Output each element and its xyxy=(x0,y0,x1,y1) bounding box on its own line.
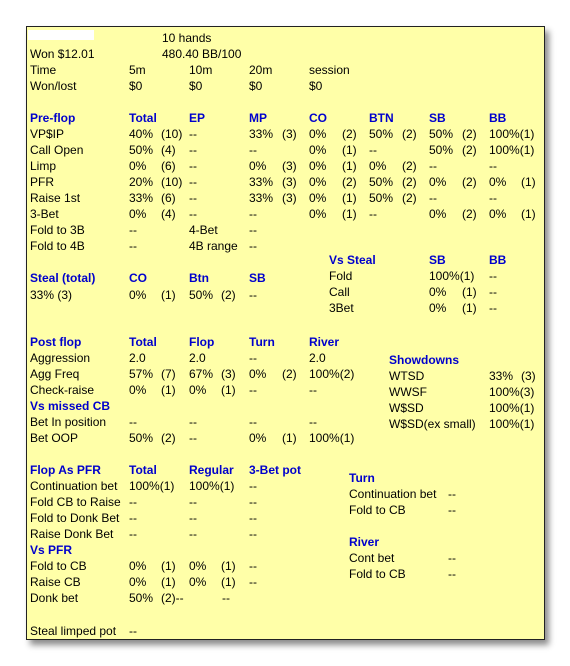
wonlost-value-2: $0 xyxy=(249,79,263,93)
vs-steal-sb-count: (1) xyxy=(462,285,477,299)
preflop-cell: (10) xyxy=(161,175,183,189)
preflop-cell: -- xyxy=(129,239,137,253)
postflop-header-4: River xyxy=(309,335,340,349)
vs-pfr-title: Vs PFR xyxy=(30,543,73,557)
vs-pfr-cell: 0% xyxy=(129,575,147,589)
missed-cb-cell: -- xyxy=(249,415,257,429)
preflop-cell: -- xyxy=(189,159,197,173)
postflop-cell: 2.0 xyxy=(129,351,146,365)
flop-pfr-row-label: Continuation bet xyxy=(30,479,118,493)
turn-row-value: -- xyxy=(448,487,456,501)
preflop-cell: (1) xyxy=(521,175,536,189)
steal-value: (1) xyxy=(161,288,176,302)
preflop-row-label: Fold to 3B xyxy=(30,223,85,237)
preflop-cell: 33% xyxy=(249,175,274,189)
postflop-row-label: Aggression xyxy=(30,351,91,365)
vs-pfr-cell: (1) xyxy=(161,559,176,573)
flop-pfr-cell: -- xyxy=(249,495,257,509)
vs-steal-bb-value: -- xyxy=(489,269,497,283)
preflop-row-label: Call Open xyxy=(30,143,84,157)
vs-steal-row-label: Call xyxy=(329,285,350,299)
preflop-cell: (2) xyxy=(342,127,357,141)
preflop-cell: -- xyxy=(129,223,137,237)
postflop-cell: 100%(2) xyxy=(309,367,355,381)
vs-steal-bb-value: -- xyxy=(489,301,497,315)
flop-pfr-cell: 100%(1) xyxy=(129,479,175,493)
preflop-cell: 100%(1) xyxy=(489,143,535,157)
missed-cb-cell: (2) xyxy=(161,431,176,445)
showdown-row-label: WTSD xyxy=(389,369,425,383)
preflop-cell: 50% xyxy=(129,143,154,157)
player-name-box xyxy=(28,30,94,40)
vs-pfr-row-label: Raise CB xyxy=(30,575,81,589)
showdown-value: 100%(1) xyxy=(489,401,535,415)
preflop-cell: -- xyxy=(489,191,497,205)
preflop-cell: 50% xyxy=(369,175,394,189)
missed-cb-cell: -- xyxy=(129,415,137,429)
steal-value: -- xyxy=(249,288,257,302)
stats-popup-panel xyxy=(26,26,545,640)
vs-pfr-cell: 50% xyxy=(129,591,154,605)
preflop-cell: -- xyxy=(369,143,377,157)
vs-steal-sb-value: 100%(1) xyxy=(429,269,475,283)
preflop-cell: 0% xyxy=(489,207,507,221)
preflop-cell: (6) xyxy=(161,159,176,173)
preflop-header-2: EP xyxy=(189,111,206,125)
preflop-cell: 0% xyxy=(309,159,327,173)
preflop-cell: (1) xyxy=(342,143,357,157)
river-row-value: -- xyxy=(448,567,456,581)
preflop-cell: 0% xyxy=(249,159,267,173)
postflop-cell: 0% xyxy=(129,383,147,397)
preflop-cell: 0% xyxy=(429,175,447,189)
postflop-row-label: Agg Freq xyxy=(30,367,80,381)
preflop-cell: -- xyxy=(249,143,257,157)
preflop-cell: 33% xyxy=(249,191,274,205)
showdown-value: 100%(3) xyxy=(489,385,535,399)
steal-header-2: Btn xyxy=(189,271,209,285)
preflop-cell: 50% xyxy=(369,191,394,205)
hands-count: 10 hands xyxy=(162,31,212,45)
postflop-cell: 0% xyxy=(249,367,267,381)
flop-pfr-row-label: Fold CB to Raise xyxy=(30,495,121,509)
preflop-cell: 0% xyxy=(309,143,327,157)
postflop-header-2: Flop xyxy=(189,335,215,349)
preflop-cell: 100%(1) xyxy=(489,127,535,141)
postflop-cell: (1) xyxy=(161,383,176,397)
preflop-cell: 4-Bet xyxy=(189,223,218,237)
preflop-cell: (1) xyxy=(342,191,357,205)
river-title: River xyxy=(349,535,380,549)
bb-per-100: 480.40 BB/100 xyxy=(162,47,242,61)
vs-steal-row-label: Fold xyxy=(329,269,353,283)
preflop-row-label: 3-Bet xyxy=(30,207,59,221)
wonlost-value-0: $0 xyxy=(129,79,143,93)
postflop-cell: (2) xyxy=(282,367,297,381)
vs-pfr-cell: (1) xyxy=(221,559,236,573)
wonlost-value-1: $0 xyxy=(189,79,203,93)
steal-value: 50% xyxy=(189,288,214,302)
vs-steal-sb-header: SB xyxy=(429,253,446,267)
postflop-header-0: Post flop xyxy=(30,335,82,349)
flop-pfr-cell: -- xyxy=(129,511,137,525)
postflop-cell: -- xyxy=(309,383,317,397)
vs-steal-sb-value: 0% xyxy=(429,285,447,299)
missed-cb-cell: 50% xyxy=(129,431,154,445)
preflop-cell: -- xyxy=(249,239,257,253)
missed-cb-cell: 0% xyxy=(249,431,267,445)
flop-pfr-cell: -- xyxy=(129,495,137,509)
vs-pfr-cell: (2)-- xyxy=(161,591,184,605)
postflop-cell: -- xyxy=(249,383,257,397)
postflop-cell: -- xyxy=(249,351,257,365)
preflop-header-1: Total xyxy=(129,111,157,125)
postflop-cell: (1) xyxy=(221,383,236,397)
preflop-cell: (2) xyxy=(402,191,417,205)
vs-missed-cb-title: Vs missed CB xyxy=(30,399,111,413)
preflop-cell: 4B range xyxy=(189,239,238,253)
preflop-cell: -- xyxy=(429,191,437,205)
flop-pfr-cell: -- xyxy=(249,479,257,493)
preflop-row-label: Raise 1st xyxy=(30,191,81,205)
river-row-label: Cont bet xyxy=(349,551,395,565)
preflop-cell: (4) xyxy=(161,207,176,221)
preflop-header-7: BB xyxy=(489,111,507,125)
preflop-cell: (10) xyxy=(161,127,183,141)
vs-steal-sb-value: 0% xyxy=(429,301,447,315)
steal-header-3: SB xyxy=(249,271,266,285)
preflop-cell: 50% xyxy=(429,143,454,157)
preflop-cell: 0% xyxy=(429,207,447,221)
vs-pfr-cell: -- xyxy=(222,591,230,605)
preflop-cell: (2) xyxy=(462,207,477,221)
steal-limped-pot-value: -- xyxy=(129,624,137,638)
preflop-row-label: PFR xyxy=(30,175,54,189)
vs-pfr-cell: -- xyxy=(249,575,257,589)
preflop-cell: 0% xyxy=(309,175,327,189)
wonlost-value-3: $0 xyxy=(309,79,323,93)
postflop-cell: 2.0 xyxy=(309,351,326,365)
preflop-cell: 0% xyxy=(309,127,327,141)
steal-value: 33% (3) xyxy=(30,288,73,302)
turn-row-label: Continuation bet xyxy=(349,487,437,501)
preflop-cell: -- xyxy=(189,127,197,141)
preflop-cell: -- xyxy=(489,159,497,173)
postflop-header-3: Turn xyxy=(249,335,275,349)
turn-row-value: -- xyxy=(448,503,456,517)
steal-header-0: Steal (total) xyxy=(30,271,96,285)
flop-pfr-cell: -- xyxy=(129,527,137,541)
preflop-cell: 33% xyxy=(249,127,274,141)
preflop-cell: -- xyxy=(189,191,197,205)
preflop-cell: (2) xyxy=(402,159,417,173)
preflop-row-label: Fold to 4B xyxy=(30,239,85,253)
vs-pfr-cell: (1) xyxy=(221,575,236,589)
vs-pfr-cell: 0% xyxy=(129,559,147,573)
preflop-cell: 0% xyxy=(309,191,327,205)
flop-pfr-row-label: Raise Donk Bet xyxy=(30,527,114,541)
preflop-cell: (1) xyxy=(342,159,357,173)
postflop-cell: 2.0 xyxy=(189,351,206,365)
postflop-row-label: Check-raise xyxy=(30,383,95,397)
flop-pfr-header-1: Total xyxy=(129,463,157,477)
turn-title: Turn xyxy=(349,471,375,485)
time-header-4: session xyxy=(309,63,350,77)
postflop-cell: 57% xyxy=(129,367,154,381)
flop-pfr-header-3: 3-Bet pot xyxy=(249,463,301,477)
vs-pfr-cell: 0% xyxy=(189,575,207,589)
flop-pfr-cell: -- xyxy=(189,511,197,525)
preflop-cell: 0% xyxy=(129,207,147,221)
preflop-cell: 40% xyxy=(129,127,154,141)
showdown-value: 100%(1) xyxy=(489,417,535,431)
missed-cb-cell: 100%(1) xyxy=(309,431,355,445)
flop-pfr-cell: -- xyxy=(189,495,197,509)
postflop-cell: 0% xyxy=(189,383,207,397)
preflop-cell: -- xyxy=(249,207,257,221)
flop-pfr-cell: -- xyxy=(249,527,257,541)
flop-pfr-header-0: Flop As PFR xyxy=(30,463,101,477)
river-row-label: Fold to CB xyxy=(349,567,406,581)
showdown-row-label: W$SD xyxy=(389,401,424,415)
flop-pfr-header-2: Regular xyxy=(189,463,234,477)
flop-pfr-cell: 100%(1) xyxy=(189,479,235,493)
preflop-cell: (2) xyxy=(342,175,357,189)
preflop-cell: 20% xyxy=(129,175,154,189)
showdown-row-label: WWSF xyxy=(389,385,427,399)
preflop-cell: 0% xyxy=(309,207,327,221)
preflop-header-6: SB xyxy=(429,111,446,125)
vs-steal-row-label: 3Bet xyxy=(329,301,354,315)
preflop-cell: (1) xyxy=(521,207,536,221)
vs-steal-title: Vs Steal xyxy=(329,253,376,267)
preflop-header-3: MP xyxy=(249,111,267,125)
preflop-cell: 0% xyxy=(489,175,507,189)
preflop-cell: (2) xyxy=(462,127,477,141)
missed-cb-row-label: Bet In position xyxy=(30,415,107,429)
preflop-cell: (3) xyxy=(282,127,297,141)
time-header-3: 20m xyxy=(249,63,273,77)
vs-pfr-cell: (1) xyxy=(161,575,176,589)
wonlost-label: Won/lost xyxy=(30,79,77,93)
preflop-row-label: VP$IP xyxy=(30,127,65,141)
showdown-row-label: W$SD(ex small) xyxy=(389,417,476,431)
vs-pfr-cell: 0% xyxy=(189,559,207,573)
steal-header-1: CO xyxy=(129,271,147,285)
preflop-cell: (2) xyxy=(462,143,477,157)
preflop-cell: (2) xyxy=(402,175,417,189)
time-header-0: Time xyxy=(30,63,57,77)
preflop-cell: 50% xyxy=(369,127,394,141)
preflop-cell: (3) xyxy=(282,175,297,189)
won-amount: Won $12.01 xyxy=(30,47,95,61)
vs-steal-bb-header: BB xyxy=(489,253,507,267)
preflop-cell: (2) xyxy=(402,127,417,141)
postflop-header-1: Total xyxy=(129,335,157,349)
missed-cb-cell: -- xyxy=(309,415,317,429)
vs-pfr-cell: -- xyxy=(249,559,257,573)
steal-limped-pot-label: Steal limped pot xyxy=(30,624,117,638)
preflop-cell: (3) xyxy=(282,159,297,173)
preflop-cell: 0% xyxy=(129,159,147,173)
postflop-cell: (3) xyxy=(221,367,236,381)
vs-pfr-row-label: Fold to CB xyxy=(30,559,87,573)
flop-pfr-cell: -- xyxy=(189,527,197,541)
missed-cb-cell: (1) xyxy=(282,431,297,445)
postflop-cell: (7) xyxy=(161,367,176,381)
preflop-cell: -- xyxy=(429,159,437,173)
missed-cb-cell: -- xyxy=(189,415,197,429)
preflop-cell: -- xyxy=(369,207,377,221)
showdown-value: 33% xyxy=(489,369,514,383)
preflop-cell: -- xyxy=(189,175,197,189)
preflop-cell: (1) xyxy=(342,207,357,221)
time-header-1: 5m xyxy=(129,63,146,77)
preflop-cell: (2) xyxy=(462,175,477,189)
missed-cb-row-label: Bet OOP xyxy=(30,431,79,445)
preflop-cell: -- xyxy=(189,143,197,157)
vs-pfr-row-label: Donk bet xyxy=(30,591,79,605)
preflop-cell: -- xyxy=(249,223,257,237)
river-row-value: -- xyxy=(448,551,456,565)
preflop-cell: -- xyxy=(189,207,197,221)
vs-steal-bb-value: -- xyxy=(489,285,497,299)
preflop-cell: (3) xyxy=(282,191,297,205)
vs-steal-sb-count: (1) xyxy=(462,301,477,315)
preflop-header-5: BTN xyxy=(369,111,394,125)
preflop-cell: 50% xyxy=(429,127,454,141)
steal-value: 0% xyxy=(129,288,147,302)
preflop-header-0: Pre-flop xyxy=(30,111,76,125)
preflop-header-4: CO xyxy=(309,111,327,125)
showdown-count: (3) xyxy=(521,369,536,383)
preflop-row-label: Limp xyxy=(30,159,57,173)
preflop-cell: 33% xyxy=(129,191,154,205)
showdowns-title: Showdowns xyxy=(389,353,459,367)
flop-pfr-row-label: Fold to Donk Bet xyxy=(30,511,120,525)
flop-pfr-cell: -- xyxy=(249,511,257,525)
steal-value: (2) xyxy=(221,288,236,302)
time-header-2: 10m xyxy=(189,63,213,77)
postflop-cell: 67% xyxy=(189,367,214,381)
missed-cb-cell: -- xyxy=(189,431,197,445)
preflop-cell: 0% xyxy=(369,159,387,173)
turn-row-label: Fold to CB xyxy=(349,503,406,517)
preflop-cell: (6) xyxy=(161,191,176,205)
preflop-cell: (4) xyxy=(161,143,176,157)
